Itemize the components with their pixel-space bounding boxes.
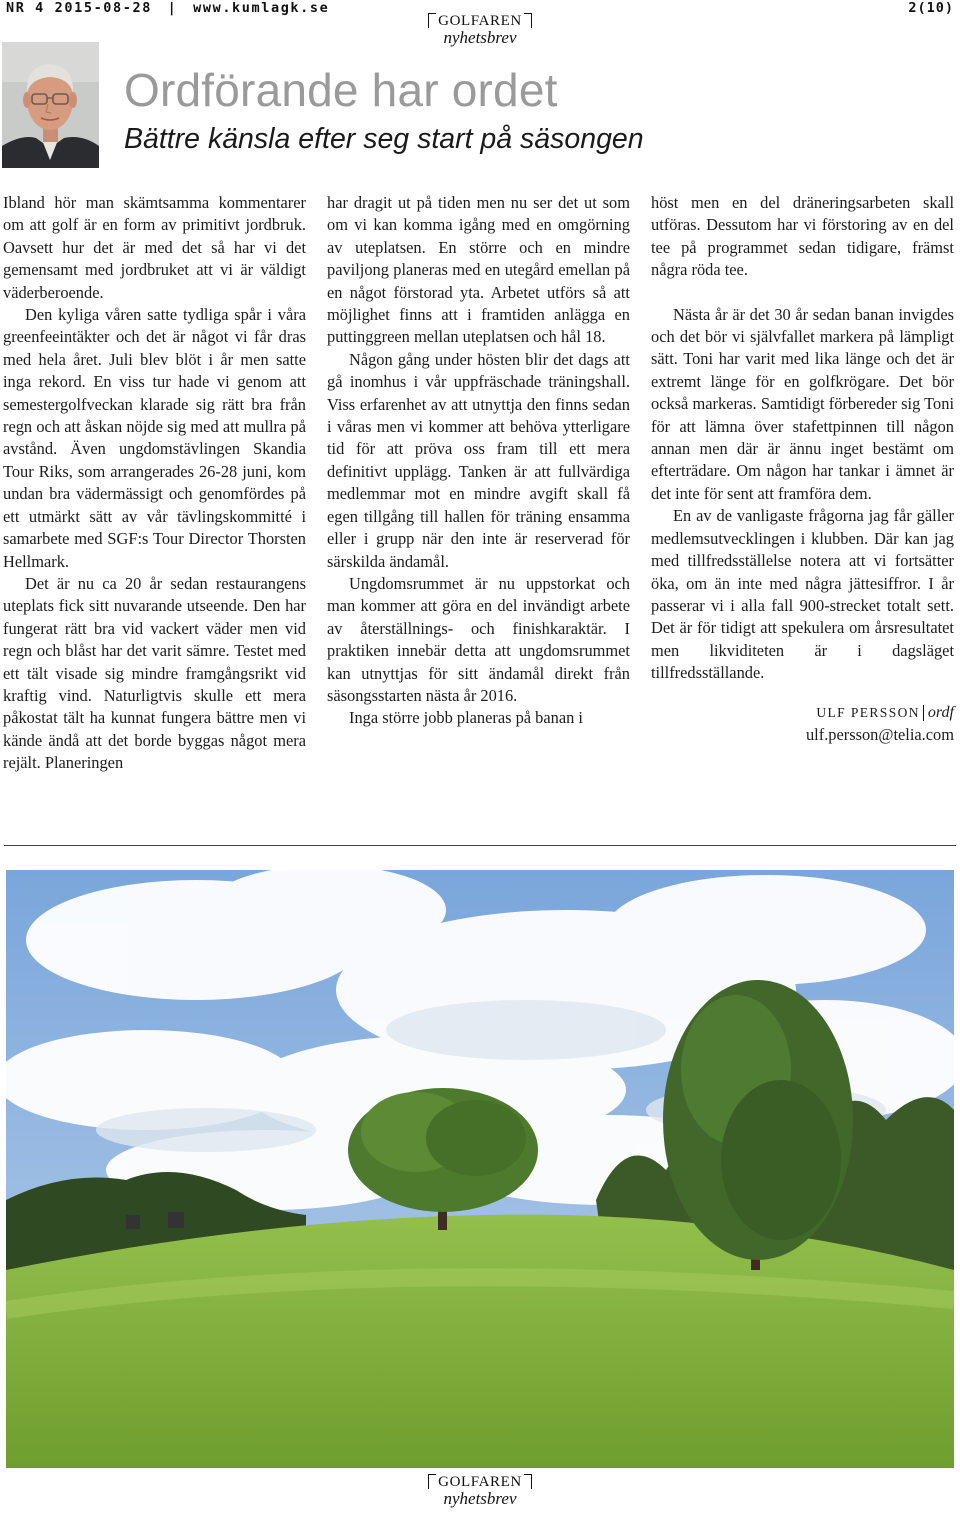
website-link[interactable]: www.kumlagk.se [193, 0, 330, 16]
author-role: ordf [923, 705, 954, 721]
golf-course-photo [6, 870, 954, 1468]
article-paragraph: Den kyliga våren satte tydliga spår i våra greenfeeintäkter och det är något vi får dras med hela året. Juli blev blöt i år men satte inga rekord. En viss tur hade vi genom att semestergolfveckan klarade sig rätt bra från regn och att åskan nöjde sig med att mullra på avstånd. Även ungdomstävlingen Skandia Tour Riks, som arrangerades 26-28 juni, kom undan bra vädermässigt och genomfördes på ett utmärkt sätt av vår tävlingskommitté i samarbete med SGF:s Tour Director Thorsten Hellmark. [3, 305, 306, 571]
article-column-3 [651, 192, 954, 746]
article-headline: Ordförande har ordet [124, 64, 558, 116]
article-paragraph: har dragit ut på tiden men nu ser det ut som om vi kan komma igång med en omgörning av uteplatsen. En större och en mindre paviljong planeras med en utegård emellan på en något förstorad yta. Arbetet utförs så att möjlighet finns att i framtiden anlägga en puttinggreen mellan uteplatsen och hål 18. [327, 193, 630, 347]
newsletter-logo [430, 12, 530, 46]
author-portrait [2, 42, 99, 168]
article-paragraph: Nästa år är det 30 år sedan banan invigdes och det bör vi självfallet markera på lämpligt sätt. Toni har varit med lika länge och det är extremt länge för en golfkrögare. Det bör också markeras. Samtidigt förbereder sig Toni för att lämna över stafettpinnen till någon annan men där är ännu inget bestämt om efterträdare. Om någon har tankar i ämnet är det inte för sent att framföra dem. [651, 304, 954, 503]
page-number: 2(10) [908, 0, 954, 16]
footer-logo-subtitle: nyhetsbrev [443, 1489, 517, 1508]
article-column-1 [3, 192, 306, 775]
article-paragraph: En av de vanligaste frågorna jag får gäller medlemsutvecklingen i klubben. Där kan jag med tillfredsställelse notera att vi fortsätter öka, om än inte med några jättesiffror. I år passerar vi i alla fall 900-strecket totalt sett. Det är för tidigt att spekulera om årsresultatet men likviditeten är i dagsläget tillfredsställande. [651, 506, 954, 683]
logo-title: GOLFAREN [432, 12, 528, 30]
article-column-2 [327, 192, 630, 730]
footer-logo-title: GOLFAREN [432, 1473, 528, 1491]
issue-header [6, 0, 329, 16]
header-separator: | [167, 0, 178, 16]
article-paragraph: Ibland hör man skämtsamma kommentarer om att golf är en form av primitivt jordbruk. Oavsett hur det är med det så har vi det gemensamt med jordbruket att vi är väldigt väderberoende. [3, 193, 306, 302]
article-paragraph: Någon gång under hösten blir det dags att gå inomhus i vår uppfräschade träningshall. Viss erfarenhet av att utnyttja den finns sedan i våras men vi kommer att behöva ytterligare tid för att pröva oss fram till ett mera definitivt upplägg. Tanken är att fullvärdiga medlemmar mot en mindre avgift skall få egen tillgång till hallen för träning ensamma eller i grupp när den inte är reserverad för särskilda ändamål. [327, 349, 630, 571]
footer-logo [430, 1473, 530, 1507]
article-paragraph: höst men en del dräneringsarbeten skall utföras. Dessutom har vi förstoring av en del tee på programmet sedan tidigare, främst några röda tee. [651, 193, 954, 280]
author-name: ULF PERSSON [816, 704, 920, 720]
article-subheadline: Bättre känsla efter seg start på säsongen [124, 123, 644, 155]
article-paragraph: Inga större jobb planeras på banan i [349, 708, 583, 728]
author-signature [651, 701, 954, 746]
article-paragraph: Det är nu ca 20 år sedan restaurangens uteplats fick sitt nuvarande utseende. Den har fungerat rätt bra vid vackert väder men vid regn och blåst har det varit sämre. Testet med ett tält visade sig mindre framgångsrikt vid kraftig vind. Naturligtvis skulle ett mera påkostat tält ha kunnat fungera bättre men vi kände ändå att det borde byggas något mera rejält. Planeringen [3, 573, 306, 773]
author-email[interactable]: ulf.persson@telia.com [805, 724, 954, 744]
article-paragraph: Ungdomsrummet är nu uppstorkat och man kommer att göra en del invändigt arbete av återställnings- och finishkaraktär. I praktiken innebär detta att ungdomsrummet kan utnyttjas för sitt ändamål direkt från säsongsstarten nästa år 2016. [327, 573, 630, 705]
issue-date: 2015-08-28 [54, 0, 152, 16]
logo-subtitle: nyhetsbrev [443, 28, 517, 47]
section-divider [4, 845, 956, 846]
issue-number: NR 4 [6, 0, 45, 16]
